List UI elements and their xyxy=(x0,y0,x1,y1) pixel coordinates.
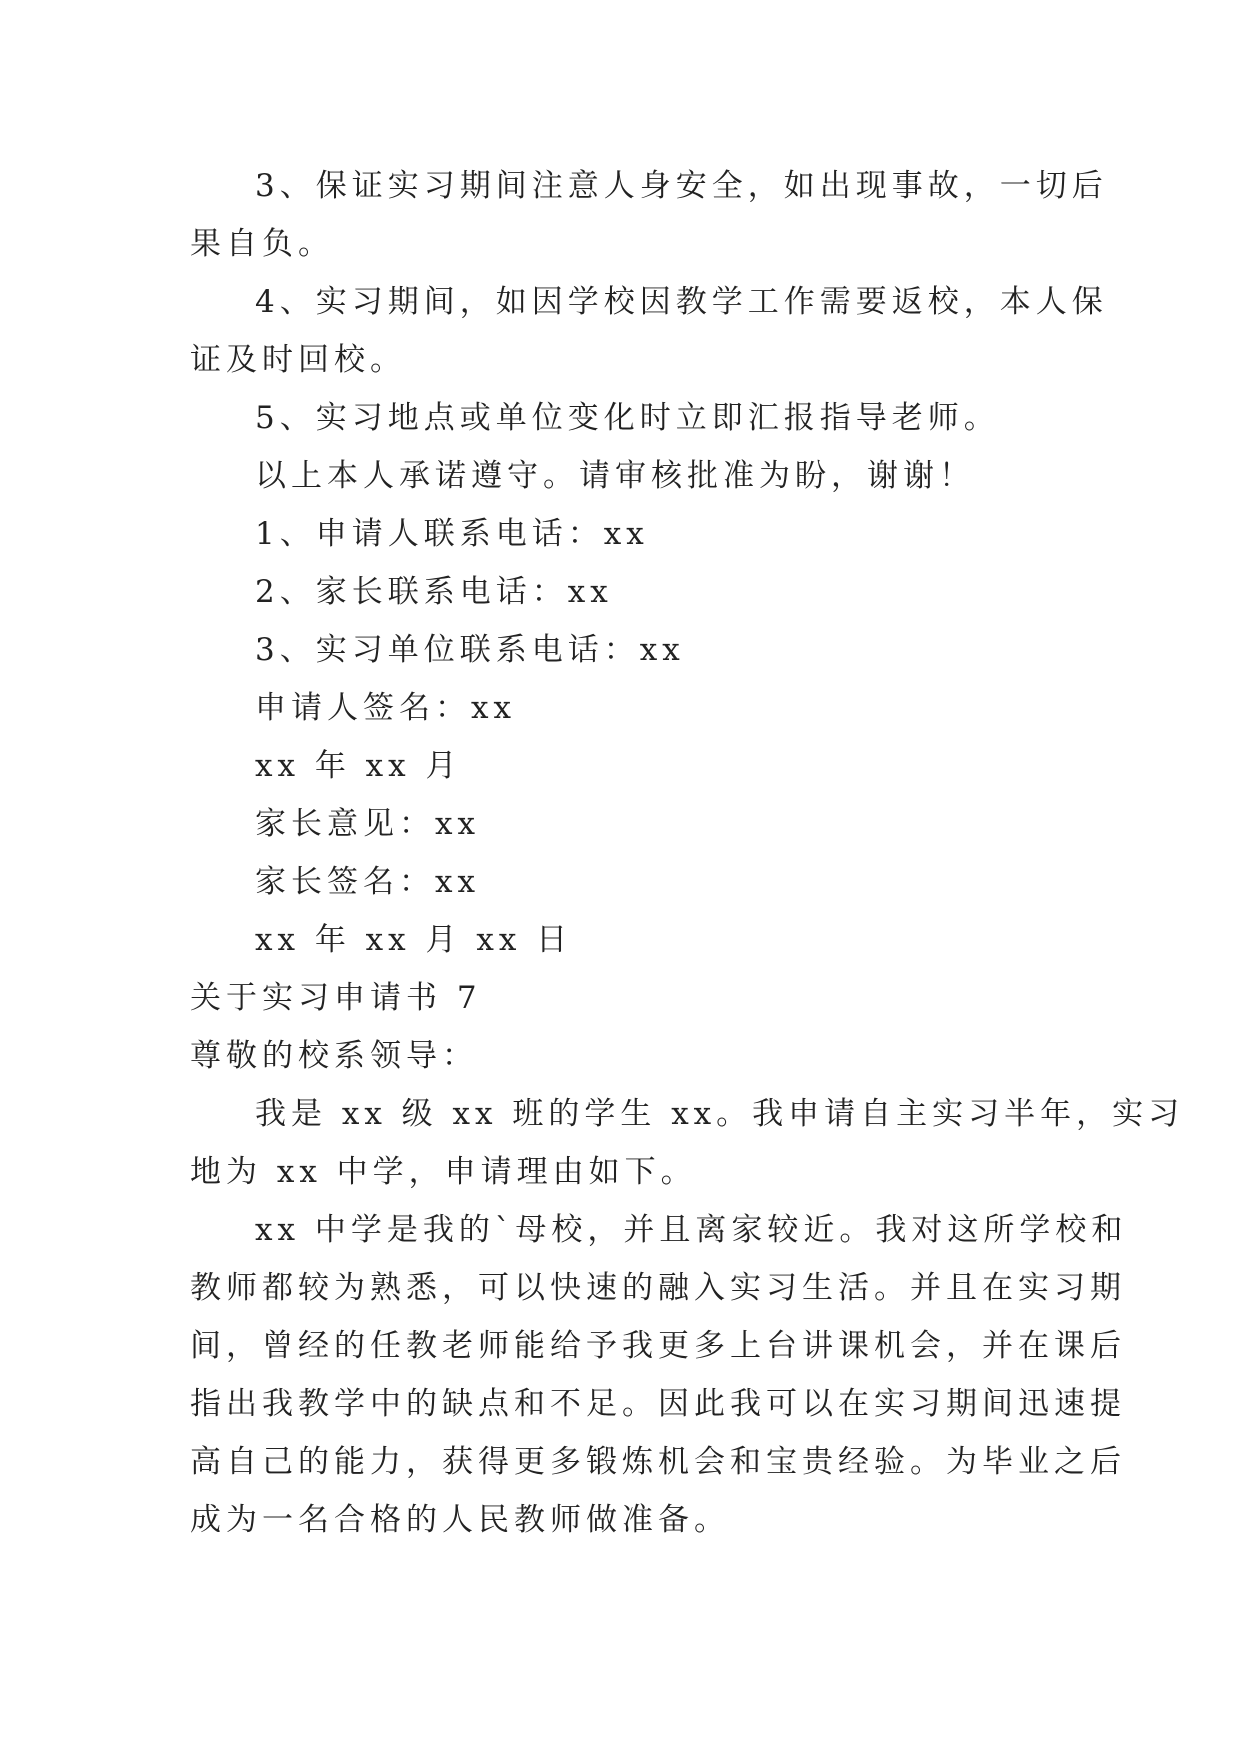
text-line: 5、实习地点或单位变化时立即汇报指导老师。 xyxy=(255,400,1000,436)
text-line: 家长意见：xx xyxy=(255,806,480,842)
text-line: 3、保证实习期间注意人身安全，如出现事故，一切后 xyxy=(255,168,1108,204)
text-line: 成为一名合格的人民教师做准备。 xyxy=(190,1502,730,1538)
signature-line: 申请人签名：xx xyxy=(255,690,516,726)
text-line: 我是 xx 级 xx 班的学生 xx。我申请自主实习半年，实习 xyxy=(255,1096,1185,1132)
text-line: 地为 xx 中学，申请理由如下。 xyxy=(190,1154,697,1190)
text-line: 3、实习单位联系电话：xx xyxy=(255,632,685,668)
text-line: 间，曾经的任教老师能给予我更多上台讲课机会，并在课后 xyxy=(190,1328,1126,1364)
text-line: 4、实习期间，如因学校因教学工作需要返校，本人保 xyxy=(255,284,1108,320)
text-line: 1、申请人联系电话：xx xyxy=(255,516,649,552)
text-line: 证及时回校。 xyxy=(190,342,406,378)
section-heading: 关于实习申请书 7 xyxy=(190,980,482,1016)
text-line: 以上本人承诺遵守。请审核批准为盼，谢谢！ xyxy=(255,458,975,494)
text-line: 2、家长联系电话：xx xyxy=(255,574,613,610)
signature-line: 家长签名：xx xyxy=(255,864,480,900)
text-line: xx 中学是我的`母校，并且离家较近。我对这所学校和 xyxy=(255,1212,1128,1248)
text-line: 果自负。 xyxy=(190,226,334,262)
date-line: xx 年 xx 月 xyxy=(255,748,462,784)
date-line: xx 年 xx 月 xx 日 xyxy=(255,922,573,958)
text-line: 指出我教学中的缺点和不足。因此我可以在实习期间迅速提 xyxy=(190,1386,1126,1422)
text-line: 高自己的能力，获得更多锻炼机会和宝贵经验。为毕业之后 xyxy=(190,1444,1126,1480)
text-line: 教师都较为熟悉，可以快速的融入实习生活。并且在实习期 xyxy=(190,1270,1126,1306)
salutation: 尊敬的校系领导： xyxy=(190,1038,478,1074)
